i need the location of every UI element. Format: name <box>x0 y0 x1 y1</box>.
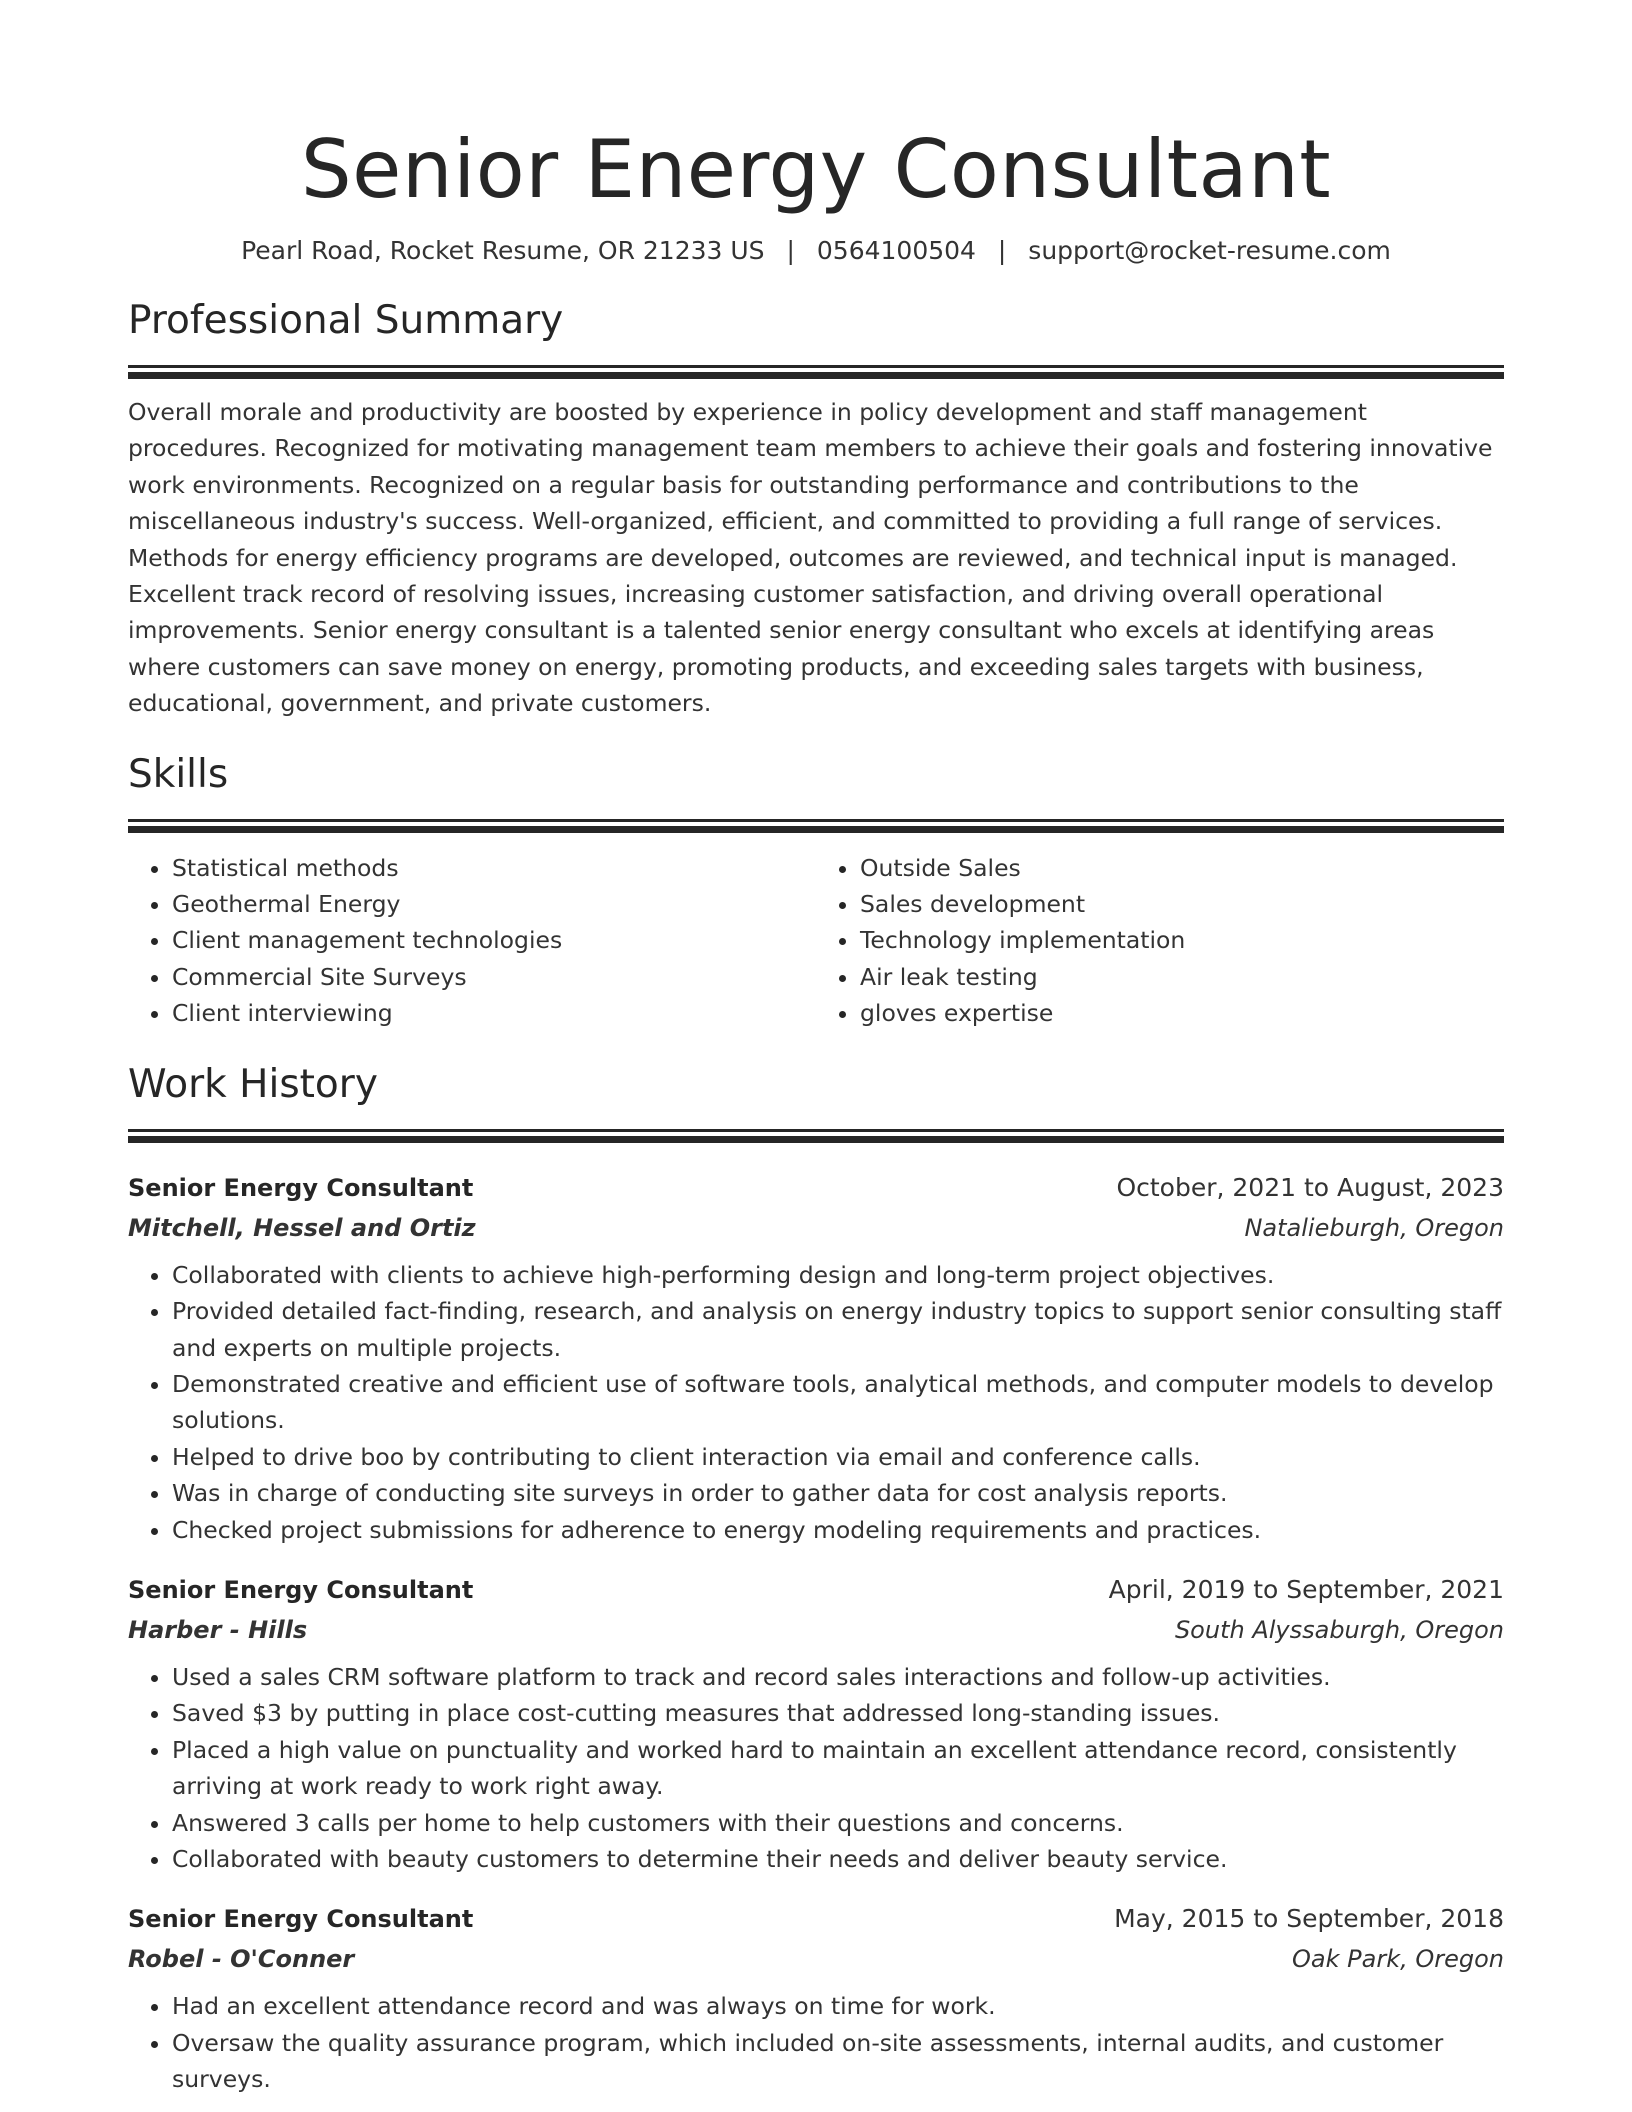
job-entry <box>128 1899 1504 2097</box>
skill-item: • Air leak testing <box>860 959 1504 995</box>
job-bullet: • Checked project submissions for adherence to energy modeling requirements and practices. <box>172 1512 1504 1548</box>
job-bullet: • Was in charge of conducting site surveys in order to gather data for cost analysis reports. <box>172 1475 1504 1511</box>
contact-line <box>128 234 1504 268</box>
job-bullets <box>128 1659 1504 1877</box>
skills-heading: Skills <box>128 751 229 797</box>
job-bullet: • Demonstrated creative and efficient use of software tools, analytical methods, and computer models to develop solutions. <box>172 1366 1504 1439</box>
section-divider <box>128 819 1504 822</box>
job-bullet: • Saved $3 by putting in place cost-cutting measures that addressed long-standing issues. <box>172 1695 1504 1731</box>
contact-separator: | <box>786 236 795 265</box>
job-bullet: • Had an excellent attendance record and was always on time for work. <box>172 1988 1504 2024</box>
job-title: Senior Energy Consultant <box>128 1575 474 1604</box>
section-divider <box>128 1129 1504 1132</box>
skill-item: • Technology implementation <box>860 922 1504 958</box>
contact-email: support@rocket-resume.com <box>1028 236 1391 265</box>
contact-phone: 0564100504 <box>816 236 976 265</box>
contact-separator: | <box>997 236 1007 265</box>
work-history-section <box>128 1060 1504 2098</box>
skills-list-right <box>816 850 1504 1032</box>
job-location: Natalieburgh, Oregon <box>1244 1213 1504 1242</box>
skill-item: • Outside Sales <box>860 850 1504 886</box>
summary-section <box>128 296 1504 722</box>
skill-item: • gloves expertise <box>860 995 1504 1031</box>
job-company: Robel - O'Conner <box>128 1945 355 1974</box>
skill-item: • Sales development <box>860 886 1504 922</box>
job-title: Senior Energy Consultant <box>128 1173 474 1202</box>
job-entry <box>128 1168 1504 1548</box>
skill-item: • Client interviewing <box>172 995 816 1031</box>
job-location: South Alyssaburgh, Oregon <box>1174 1615 1504 1644</box>
job-bullet: • Helped to drive boo by contributing to client interaction via email and conference calls. <box>172 1439 1504 1475</box>
contact-address: Pearl Road, Rocket Resume, OR 21233 US <box>241 236 765 265</box>
summary-text: Overall morale and productivity are boosted by experience in policy development and staff management procedures. Recognized for motivating management team members to achieve their goals and fostering innovative work environments. Recognized on a regular basis for outstanding performance and contributions to the miscellaneous industry's success. Well-organized, efficient, and committed to providing a full range of services. Methods for energy efficiency programs are developed, outcomes are reviewed, and technical input is managed. Excellent track record of resolving issues, increasing customer satisfaction, and driving overall operational improvements. Senior energy consultant is a talented senior energy consultant who excels at identifying areas where customers can save money on energy, promoting products, and exceeding sales targets with business, educational, government, and private customers. <box>128 398 1493 718</box>
job-bullets <box>128 1257 1504 1548</box>
skill-item: • Statistical methods <box>172 850 816 886</box>
section-divider <box>128 365 1504 368</box>
skill-item: • Commercial Site Surveys <box>172 959 816 995</box>
job-dates: October, 2021 to August, 2023 <box>1116 1172 1504 1202</box>
job-bullet: • Collaborated with clients to achieve high-performing design and long-term project objectives. <box>172 1257 1504 1293</box>
job-location: Oak Park, Oregon <box>1292 1945 1504 1974</box>
job-company: Harber - Hills <box>128 1615 308 1644</box>
job-dates: April, 2019 to September, 2021 <box>1108 1574 1504 1604</box>
job-bullet: • Answered 3 calls per home to help customers with their questions and concerns. <box>172 1805 1504 1841</box>
skills-list-left <box>128 850 816 1032</box>
resume-page <box>128 0 1504 2098</box>
job-bullet: • Oversaw the quality assurance program, which included on-site assessments, internal audits, and customer surveys. <box>172 2025 1504 2098</box>
work-history-heading: Work History <box>128 1061 378 1107</box>
job-bullet: • Used a sales CRM software platform to track and record sales interactions and follow-up activities. <box>172 1659 1504 1695</box>
job-bullets <box>128 1988 1504 2097</box>
skill-item: • Geothermal Energy <box>172 886 816 922</box>
job-bullet: • Collaborated with beauty customers to determine their needs and deliver beauty service. <box>172 1841 1504 1877</box>
summary-heading: Professional Summary <box>128 298 564 343</box>
skills-columns <box>128 850 1504 1032</box>
skills-section <box>128 750 1504 1032</box>
job-dates: May, 2015 to September, 2018 <box>1114 1904 1504 1934</box>
skill-item: • Client management technologies <box>172 922 816 958</box>
job-bullet: • Placed a high value on punctuality and worked hard to maintain an excellent attendance record, consistently arriving at work ready to work right away. <box>172 1732 1504 1805</box>
job-entry <box>128 1570 1504 1877</box>
job-title: Senior Energy Consultant <box>128 1905 474 1934</box>
job-bullet: • Provided detailed fact-finding, research, and analysis on energy industry topics to support senior consulting staff and experts on multiple projects. <box>172 1293 1504 1366</box>
resume-name: Senior Energy Consultant <box>300 123 1332 216</box>
job-company: Mitchell, Hessel and Ortiz <box>128 1213 476 1242</box>
